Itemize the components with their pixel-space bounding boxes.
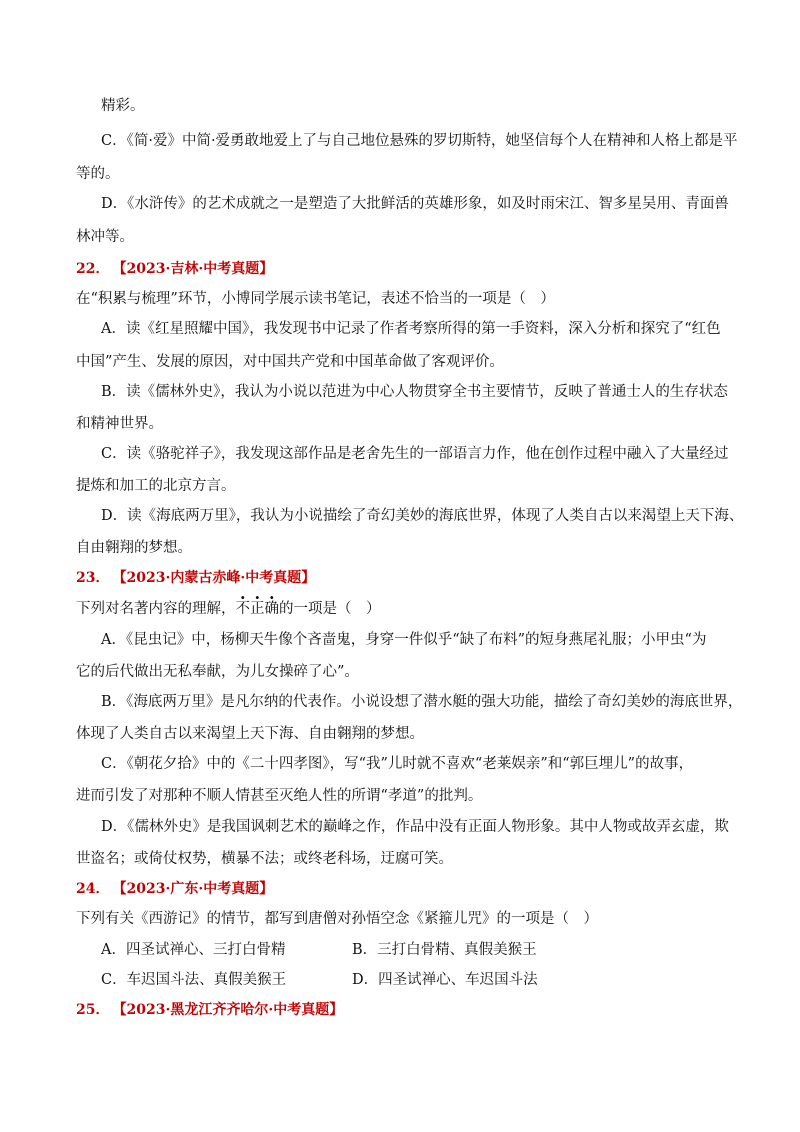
option-c-line-2: 等的。 [76,166,120,182]
q23-option-d-line-1: D．《儒林外史》是我国讽刺艺术的巅峰之作，作品中没有正面人物形象。其中人物或故弄玄虚，欺 [101,819,729,835]
question-24-heading [76,879,273,899]
q22-option-a-line-2: 中国”产生、发展的原因，对中国共产党和中国革命做了客观评价。 [76,354,504,370]
q23-option-d-line-2: 世盗名；或倚仗权势，横暴不法；或终老科场，迂腐可笑。 [76,851,453,867]
q22-option-b-line-2: 和精神世界。 [76,416,163,432]
q23-option-c-line-2: 进而引发了对那种不顺人情甚至灭绝人性的所谓“孝道”的批判。 [76,788,483,804]
q23-option-b-line-2: 体现了人类自古以来渴望上天下海、自由翱翔的梦想。 [76,726,424,742]
q24-option-a: A．四圣试禅心、三打白骨精 [101,942,286,958]
option-c-line-1: C．《简·爱》中简·爱勇敢地爱上了与自己地位悬殊的罗切斯特，她坚信每个人在精神和人格上都是平 [101,133,738,149]
q24-option-d: D．四圣试禅心、车迟国斗法 [352,972,538,988]
question-source-tag: 【2023·黑龙江齐齐哈尔·中考真题】 [119,1002,344,1018]
option-d-line-2: 林冲等。 [76,229,134,245]
question-number: 24． [76,881,110,897]
q24-option-c: C．车迟国斗法、真假美猴王 [101,972,287,988]
stem-text: 的一项是（ ） [279,601,381,617]
q23-option-a-line-2: 它的后代做出无私奉献，为儿女操碎了心”。 [76,664,359,680]
question-23-heading [76,568,315,588]
question-number: 25． [76,1002,110,1018]
question-source-tag: 【2023·吉林·中考真题】 [119,261,274,277]
question-22-heading [76,259,273,279]
q22-option-d-line-1: D．读《海底两万里》，我认为小说描绘了奇幻美妙的海底世界，体现了人类自古以来渴望上天下海、 [101,508,744,524]
text-line: 精彩。 [101,98,145,114]
question-24-stem: 下列有关《西游记》的情节，都写到唐僧对孙悟空念《紧箍儿咒》的一项是（ ） [76,911,598,927]
question-source-tag: 【2023·广东·中考真题】 [119,881,274,897]
q24-option-b: B．三打白骨精、真假美猴王 [352,942,537,958]
option-d-line-1: D．《水浒传》的艺术成就之一是塑造了大批鲜活的英雄形象，如及时雨宋江、智多星吴用、青面兽 [101,196,729,212]
q23-option-b-line-1: B．《海底两万里》是凡尔纳的代表作。小说设想了潜水艇的强大功能，描绘了奇幻美妙的海底世界， [101,694,743,710]
question-23-stem [76,599,381,619]
question-number: 23． [76,570,110,586]
question-25-heading [76,1000,343,1020]
emphasis-char: 确 [264,601,279,617]
stem-text: 下列对名著内容的理解， [76,601,236,617]
q23-option-a-line-1: A．《昆虫记》中，杨柳天牛像个吝啬鬼，身穿一件似乎“缺了布料”的短身燕尾礼服；小甲虫“为 [101,632,707,648]
q22-option-b-line-1: B．读《儒林外史》，我认为小说以范进为中心人物贯穿全书主要情节，反映了普通士人的生存状态 [101,384,728,400]
question-number: 22． [76,261,110,277]
emphasis-char: 正 [250,601,265,617]
question-source-tag: 【2023·内蒙古赤峰·中考真题】 [119,570,316,586]
q22-option-c-line-2: 提炼和加工的北京方言。 [76,478,236,494]
emphasis-char: 不 [235,601,250,617]
q22-option-d-line-2: 自由翱翔的梦想。 [76,540,192,556]
q22-option-a-line-1: A．读《红星照耀中国》，我发现书中记录了作者考察所得的第一手资料，深入分析和探究了“红色 [101,321,721,337]
question-22-stem: 在“积累与梳理”环节，小博同学展示读书笔记，表述不恰当的一项是（ ） [76,291,555,307]
q23-option-c-line-1: C．《朝花夕拾》中的《二十四孝图》，写“我”儿时就不喜欢“老莱娱亲”和“郭巨埋儿”的故事， [101,756,694,772]
q22-option-c-line-1: C．读《骆驼祥子》，我发现这部作品是老舍先生的一部语言力作，他在创作过程中融入了大量经过 [101,446,729,462]
